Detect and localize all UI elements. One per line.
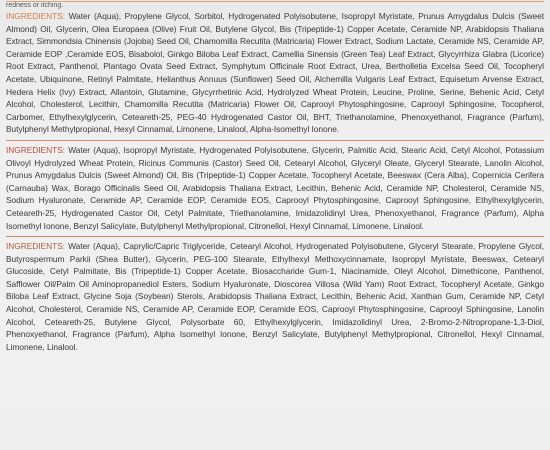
ingredients-label-1: INGREDIENTS: (6, 11, 65, 21)
cut-off-text: redness or itching. (6, 2, 64, 9)
ingredients-label-2: INGREDIENTS: (6, 145, 65, 155)
ingredients-block-1 (6, 10, 544, 136)
divider-2 (6, 140, 544, 141)
ingredients-block-3 (6, 240, 544, 353)
ingredients-text-1: Water (Aqua), Propylene Glycol, Sorbitol, Hydrogenated Polyisobutene, Isopropyl Myristate, Prunus Amygdalus Dulcis (Sweet Almond) Oil, Glycerin, Olea Europaea (Olive) Fruit Oil, Butylene Glycol, Bis (Tripeptide-1) Copper Acetate, Ceramide NP, Arabidopsis Thaliana Extract, Simmondsia Chinensis (Jojoba) Seed Oil, Chamomilla Recutita (Matricaria) Flower Extract, Sodium Lactate, Ceramide NS, Ceramide AP, Ceramide EOP ,Ceramide EOS, Bisabolol, Ginkgo Biloba Leaf Extract, Camellia Sinensis (Green Tea) Leaf Extract, Glycyrrhiza Glabra (Licorice) Root Extract, Panthenol, Plantago Ovata Seed Extract, Symphytum Officinale Root Extract, Urea, Bertholletia Excelsa Seed Oil, Tocopheryl Acetate, Ubiquinone, Retinyl Palmitate, Helianthus Annuus (Sunflower) Seed Oil, Alchemilla Vulgaris Leaf Extract, Equisetum Arvense Extract, Hedera Helix (Ivy) Extract, Allantoin, Glutamine, Glycyrrhetinic Acid, Hydrolyzed Wheat Protein, Leucine, Proline, Serine, Behenic Acid, Cetyl Alcohol, Cholesterol, Lecithin, Chamomilla Recutita (Matricaria) Flower Oil, Caprooyl Phytosphingosine, Caprooyl Sphingosine, Tocopherol, Carbomer, Ethylhexylglycerin, Ceteareth-25, PEG-40 Hydrogenated Castor Oil, BHT, Triethanolamine, Phenoxyethanol, Fragrance (Parfum), Butylphenyl Methylpropional, Hexyl Cinnamal, Limonene, Linalool, Alpha-Isomethyl Ionone. (6, 11, 544, 135)
ingredients-block-2 (6, 144, 544, 232)
ingredients-label-3: INGREDIENTS: (6, 241, 65, 251)
divider-3 (6, 236, 544, 237)
ingredients-text-3: Water (Aqua), Caprylic/Capric Triglyceride, Cetearyl Alcohol, Hydrogenated Polyisobutene, Glyceryl Stearate, Propylene Glycol, Butyrospermum Parkii (Shea Butter), Glycerin, PEG-100 Stearate, Ethylhexyl Methoxycinnamate, Isopropyl Myristate, Beeswax, Cetearyl Glucoside, Cetyl Palmitate, Bis (Tripeptide-1) Copper Acetate, Biosaccharide Gum-1, Niacinamide, Oleyl Alcohol, Dimethicone, Panthenol, Safflower Oil/Palm Oil Aminopropanediol Esters, Sodium Hyaluronate, Dioscorea Villosa (Wild Yam) Root Extract, Tocopheryl Acetate, Ginkgo Biloba Leaf Extract, Glycine Soja (Soybean) Sterols, Arabidopsis Thaliana Extract, Lecithin, Behenic Acid, Xanthan Gum, Ceramide NP, Cetyl Alcohol, Cholesterol, Ceramide NS, Ceramide AP, Ceramide EOP, Ceramide EOS, Caprooyl Phytosphingosine, Caprooyl Sphingosine, Lanolin Alcohol, Ceteareth-25, Butylene Glycol, Polysorbate 60, Ethylhexylglycerin, Imidazolidinyl Urea, 2-Bromo-2-Nitropropane-1,3-Diol, Phenoxyethanol, Fragrance (Parfum), Alpha Isomethyl Ionone, Benzyl Salicylate, Butylphenyl Methylpropional, Citronellol, Hexyl Cinnamal, Limonene, Linalool. (6, 241, 544, 352)
divider-1 (6, 1, 544, 2)
ingredients-text-2: Water (Aqua), Isopropyl Myristate, Hydrogenated Polyisobutene, Glycerin, Palmitic Acid, Stearic Acid, Cetyl Alcohol, Potassium Olivoyl Hydrolyzed Wheat Protein, Ricinus Communis (Castor) Seed Oil, Cetearyl Alcohol, Glyceryl Oleate, Glyceryl Stearate, Lanolin Alcohol, Prunus Amygdalus Dulcis (Sweet Almond) Oil, Bis (Tripeptide-1) Copper Acetate, Tocopheryl Acetate, Beeswax (Cera Alba), Copernicia Cerifera (Carnauba) Wax, Borago Officinalis Seed Oil, Arabidopsis Thaliana Extract, Lecithin, Behenic Acid, Ceramide NP, Cholesterol, Ceramide NS, Sodium Hyaluronate, Ceramide AP, Ceramide EOP, Ceramide EOS, Caprooyl Phytosphingosine, Caprooyl Sphingosine, Ethylhexylglycerin, Ceteareth-25, Hydrogenated Castor Oil, Cetyl Palmitate, Triethanolamine, Imidazolidinyl Urea, Phenoxyethanol, Fragrance (Parfum), Alpha Isomethyl Ionone, Benzyl Salicylate, Butylphenyl Methylpropional, Citronellol, Hexyl Cinnamal, Limonene, Linalool. (6, 145, 544, 231)
